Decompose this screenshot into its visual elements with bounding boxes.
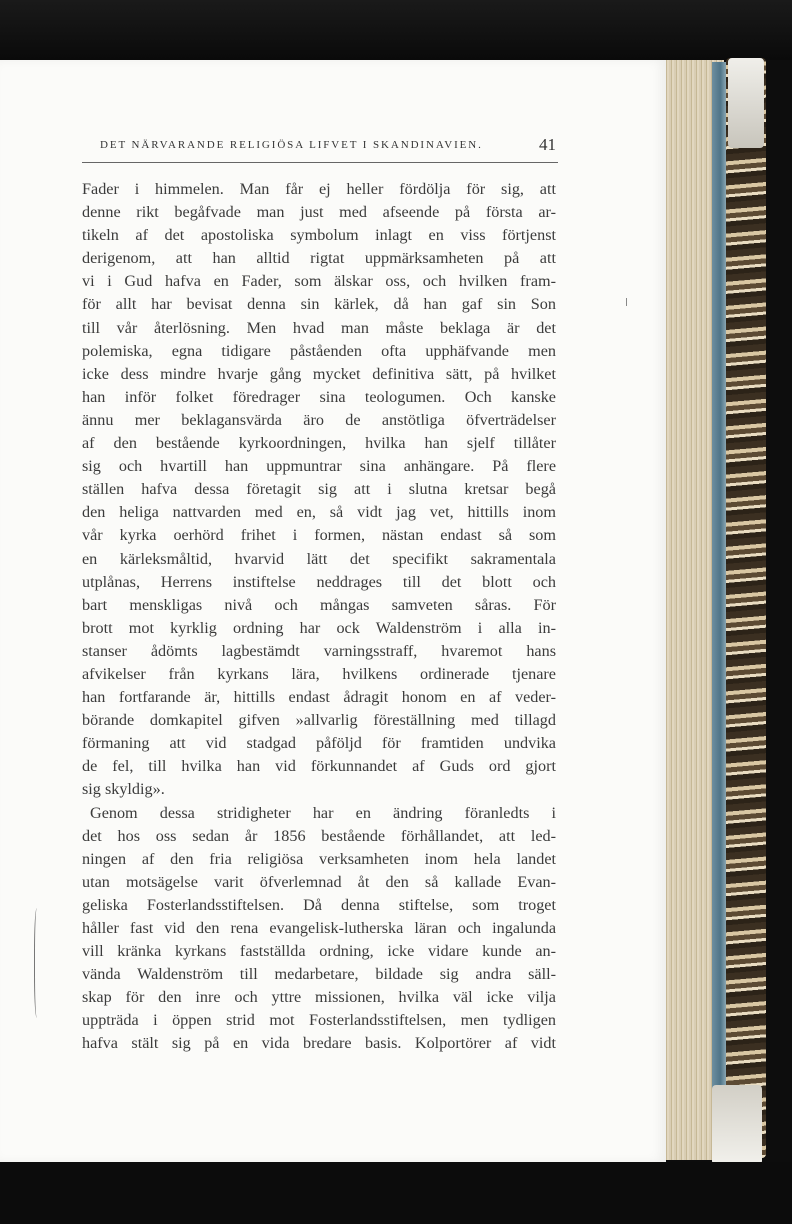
text-line: de fel, till hvilka han vid förkunnandet af Guds ord gjort [82,757,556,776]
text-line: vi i Gud hafva en Fader, som älskar oss, och hvilken fram- [82,272,556,291]
text-line: bart menskligas nivå och mångas samveten såras. För [82,595,556,614]
running-title: DET NÄRVARANDE RELIGIÖSA LIFVET I SKANDINAVIEN. [100,139,483,151]
text-line: sig och hvartill han uppmuntrar sina anhängare. På flere [82,457,556,476]
text-line: vår kyrka oerhörd frihet i formen, nästan endast så som [82,526,556,545]
text-line: Genom dessa stridigheter har en ändring föranledts i [90,803,556,822]
text-line: denne rikt begåfvade man just med afseende på första ar- [82,203,556,222]
text-line: afvikelser från kyrkans lära, hvilkens ordinerade tjenare [82,664,556,683]
binding-corner-bottom [712,1085,762,1165]
text-line: ningen af den fria religiösa verksamheten inom hela landet [82,849,556,868]
text-line: en kärleksmåltid, hvarvid lätt det specifikt sakramentala [82,549,556,568]
text-line: utan motsägelse varit öfverlemnad åt den så kallade Evan- [82,872,556,891]
margin-pencil-mark [34,908,41,1018]
text-line: skap för den inre och yttre missionen, hvilka väl icke vilja [82,988,556,1007]
text-line: brott mot kyrklig ordning har ock Waldenström i alla in- [82,618,556,637]
text-line: förmaning att vid stadgad påföljd för framtiden undvika [82,734,556,753]
page-number: 41 [539,135,556,154]
binding-corner-top [728,58,764,148]
text-line: börande domkapitel gifven »allvarlig föreställning med tillagd [82,711,556,730]
text-line: till vår återlösning. Men hvad man måste beklaga är det [82,318,556,337]
text-line: uppträda i öppen strid mot Fosterlandsstiftelsen, men tydligen [82,1011,556,1030]
body-text [82,178,556,1056]
cover-edge [712,62,726,1157]
text-line: hafva stält sig på en vida bredare basis. Kolportörer af vidt [82,1034,556,1053]
book-binding [726,58,766,1158]
text-line: han inför folket föredrager sina teologumen. Och kanske [82,387,556,406]
scanner-background-bottom [0,1162,792,1224]
text-line: derigenom, att han alltid rigtat uppmärksamheten på att [82,249,556,268]
text-line: utplånas, Herrens instiftelse neddrages till det blott och [82,572,556,591]
text-line: geliska Fosterlandsstiftelsen. Då denna stiftelse, som troget [82,895,556,914]
text-line: den heliga nattvarden med en, så vidt jag vet, hittills inom [82,503,556,522]
text-line: håller fast vid den rena evangelisk-lutherska läran och ingalunda [82,919,556,937]
text-line: det hos oss sedan år 1856 bestående förhållandet, att led- [82,826,556,845]
text-line: tikeln af det apostoliska symbolum inlagt en viss förtjenst [82,226,556,245]
margin-tick-mark [626,298,627,306]
text-line: vända Waldenström till medarbetare, bildade sig andra säll- [82,965,556,984]
scanner-background-top [0,0,792,60]
text-line: ännu mer beklagansvärda äro de anstötliga öfverträdelser [82,410,556,429]
text-line: han fortfarande är, hittills endast ådragit honom en af veder- [82,688,556,707]
text-line: polemiska, egna tidigare påståenden ofta upphäfvande men [82,341,556,360]
text-line: icke dess mindre hvarje gång mycket definitiva sätt, på hvilket [82,364,556,383]
running-head [82,135,558,163]
text-line: sig skyldig». [82,780,165,799]
text-line: af den bestående kyrkoordningen, hvilka han sjelf tillåter [82,434,556,453]
text-line: stanser ådömts lagbestämdt varningsstraff, hvaremot hans [82,641,556,660]
text-line: vill kränka kyrkans fastställda ordning, icke vidare kunde an- [82,942,556,961]
text-line: ställen hafva dessa företagit sig att i slutna kretsar begå [82,480,556,499]
text-line: Fader i himmelen. Man får ej heller fördölja för sig, att [82,180,556,198]
text-line: för allt har bevisat denna sin kärlek, då han gaf sin Son [82,295,556,314]
